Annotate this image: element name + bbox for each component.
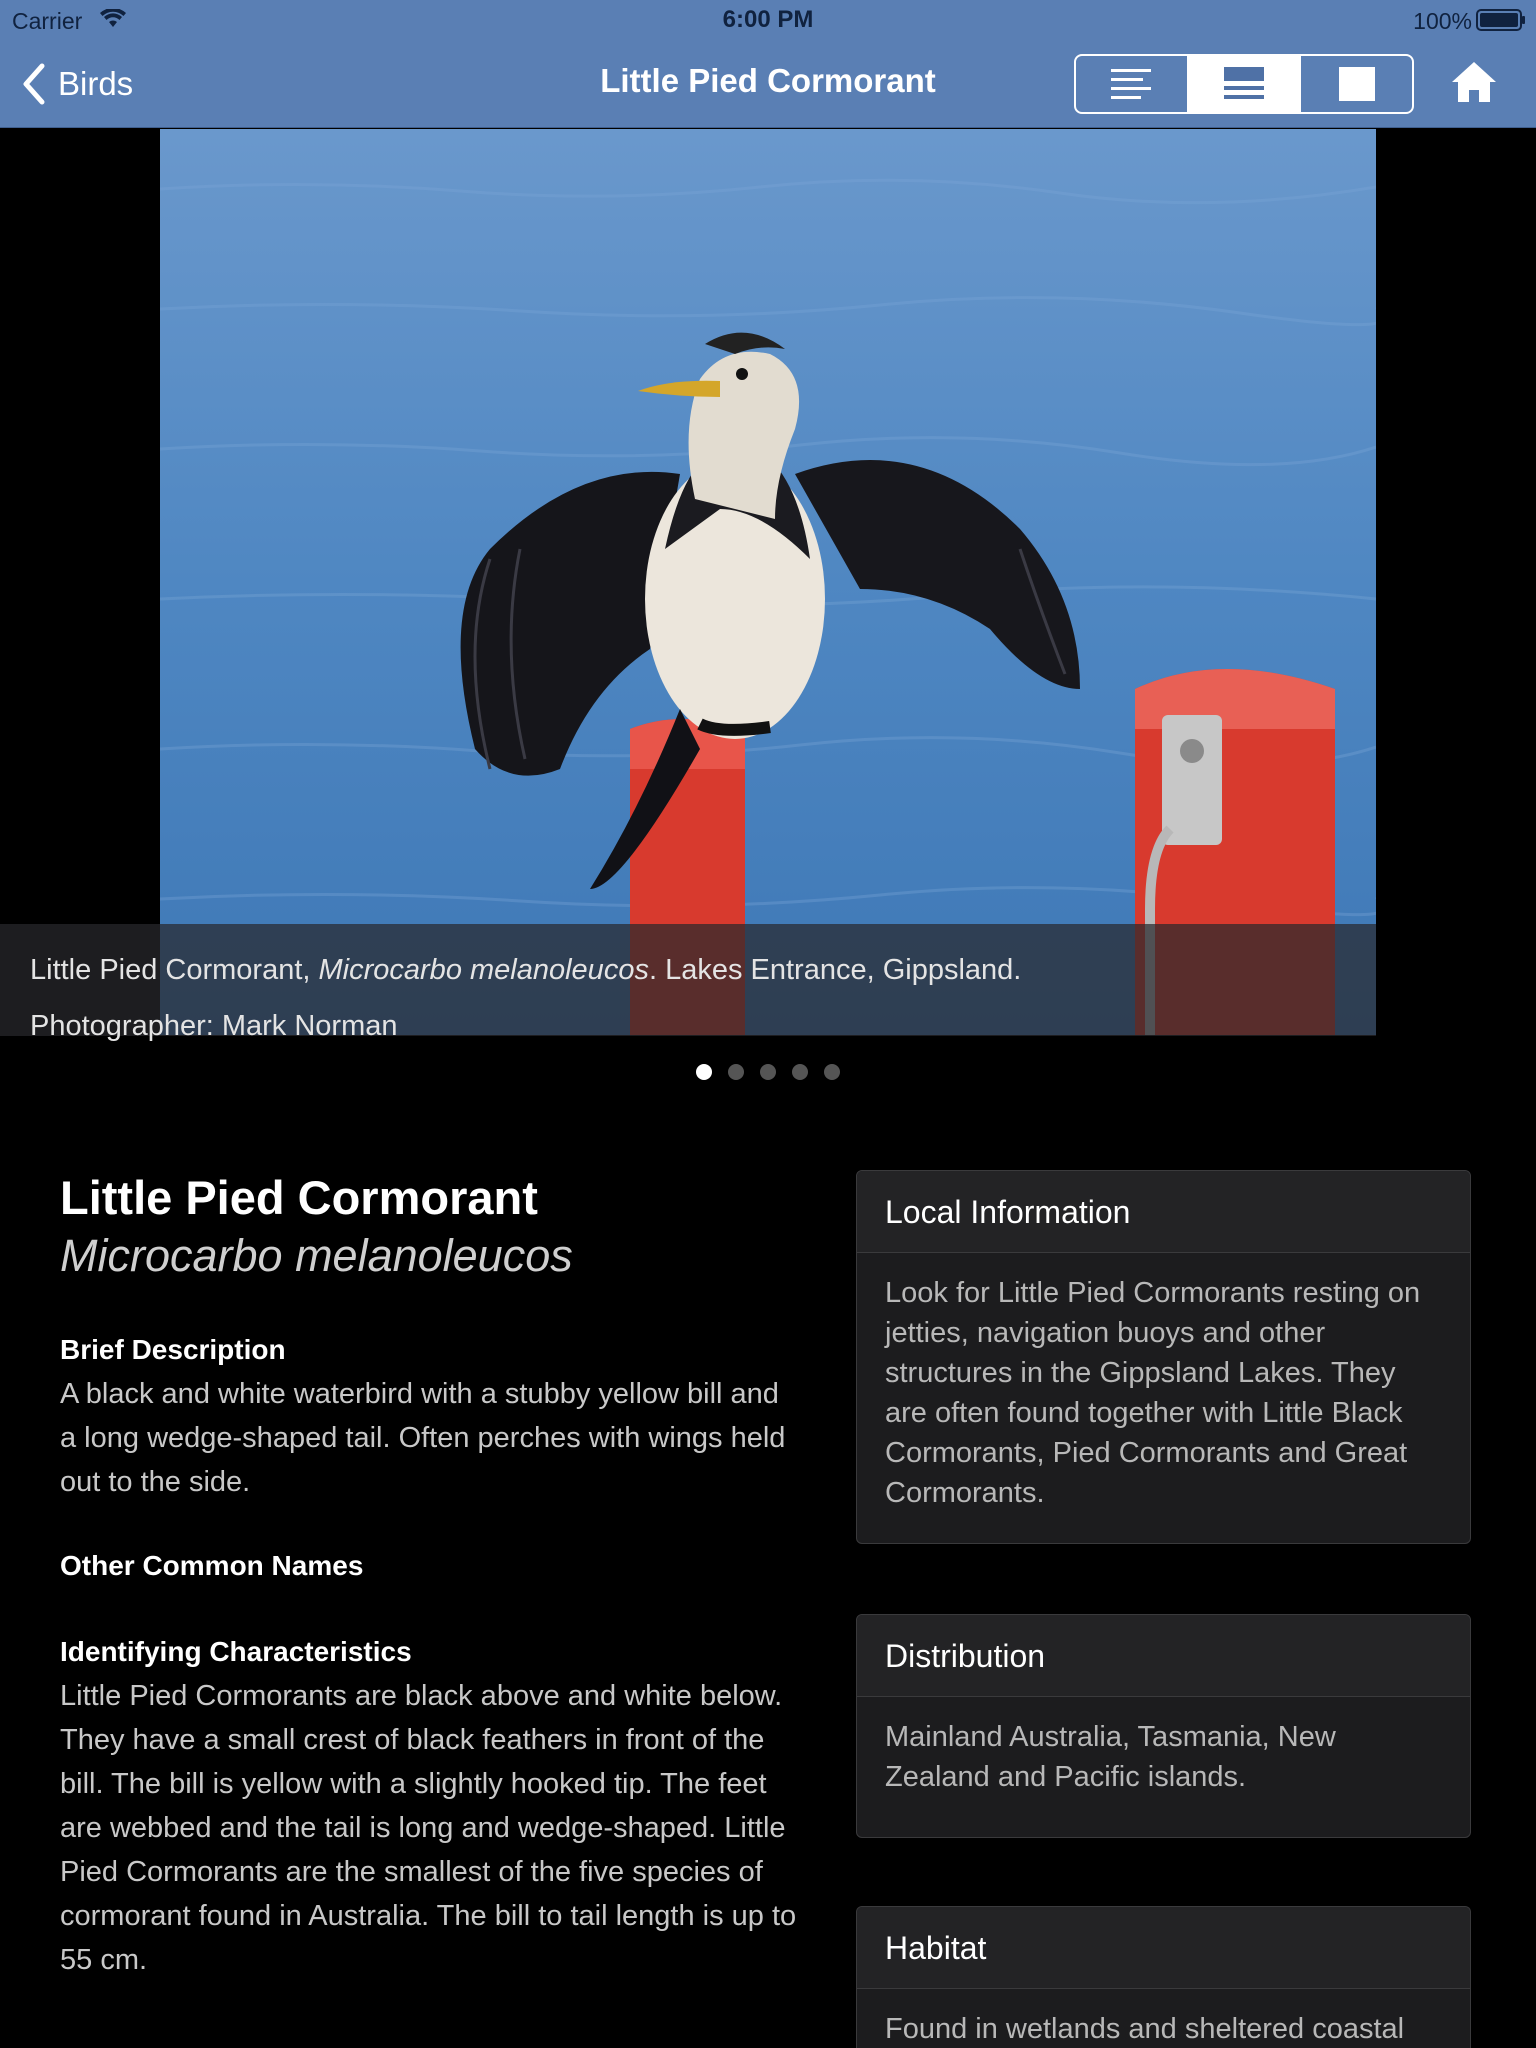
panel-text: Mainland Australia, Tasmania, New Zealand and Pacific islands. [885, 1721, 1336, 1793]
panel-title: Distribution [857, 1615, 1470, 1697]
back-button[interactable] [20, 58, 133, 110]
species-scientific-name: Microcarbo melanoleucos [60, 1230, 573, 1281]
battery-percent: 100% [1413, 8, 1472, 34]
layout-segmented-control [1074, 54, 1414, 114]
caption-prefix: Little Pied Cormorant, [30, 954, 319, 986]
chevron-left-icon [20, 62, 46, 106]
back-button-label: Birds [58, 65, 134, 102]
status-time: 6:00 PM [722, 6, 814, 33]
layout-full-button[interactable] [1299, 56, 1412, 112]
photographer-credit: Photographer: Mark Norman [30, 1010, 398, 1042]
identifying-text: Little Pied Cormorants are black above and white below. They have a small crest of black feathers in front of the bill. The bill is yellow with a slightly hooked tip. The feet are webbed and the tail is long and wedge-shaped. Little Pied Cormorants are the smallest of the five species of cormorant found in Australia. The bill to tail length is up to 55 cm. [60, 1680, 797, 1976]
caption-scientific-name: Microcarbo melanoleucos [318, 954, 649, 986]
layout-text-button[interactable] [1076, 56, 1187, 112]
bird-photo[interactable] [160, 129, 1376, 1035]
panel-text: Found in wetlands and sheltered coastal [885, 2013, 1405, 2045]
distribution-panel [856, 1614, 1471, 1838]
identifying-heading: Identifying Characteristics [60, 1636, 412, 1667]
panel-title: Local Information [857, 1171, 1470, 1253]
photo-page-indicator[interactable] [0, 1064, 1536, 1080]
battery-icon [1476, 9, 1526, 31]
local-information-panel [856, 1170, 1471, 1544]
panel-title: Habitat [857, 1907, 1470, 1989]
caption-text [30, 942, 1346, 998]
split-layout-icon [1224, 67, 1264, 101]
page-dot[interactable] [696, 1064, 712, 1080]
text-lines-icon [1111, 67, 1151, 101]
page-dot[interactable] [792, 1064, 808, 1080]
page-title: Little Pied Cormorant [600, 62, 936, 99]
page-dot[interactable] [760, 1064, 776, 1080]
full-image-icon [1339, 67, 1375, 101]
brief-description-text: A black and white waterbird with a stubby yellow bill and a long wedge-shaped tail. Often perches with wings held out to the side. [60, 1378, 786, 1498]
navigation-bar [0, 0, 1536, 128]
home-icon[interactable] [1450, 60, 1498, 104]
species-name: Little Pied Cormorant [60, 1171, 538, 1224]
habitat-panel [856, 1906, 1471, 2048]
brief-description-heading: Brief Description [60, 1334, 286, 1365]
species-details [60, 1168, 800, 1982]
page-dot[interactable] [728, 1064, 744, 1080]
carrier-label: Carrier [12, 8, 83, 34]
layout-split-button[interactable] [1187, 56, 1300, 112]
other-names-heading: Other Common Names [60, 1550, 364, 1581]
caption-suffix: . Lakes Entrance, Gippsland. [648, 954, 1022, 986]
photo-caption [0, 924, 1376, 1042]
page-dot[interactable] [824, 1064, 840, 1080]
panel-text: Look for Little Pied Cormorants resting on jetties, navigation buoys and other structures in the Gippsland Lakes. They are often found together with Little Black Cormorants, Pied Cormorants and Great Cormorants. [885, 1277, 1421, 1509]
